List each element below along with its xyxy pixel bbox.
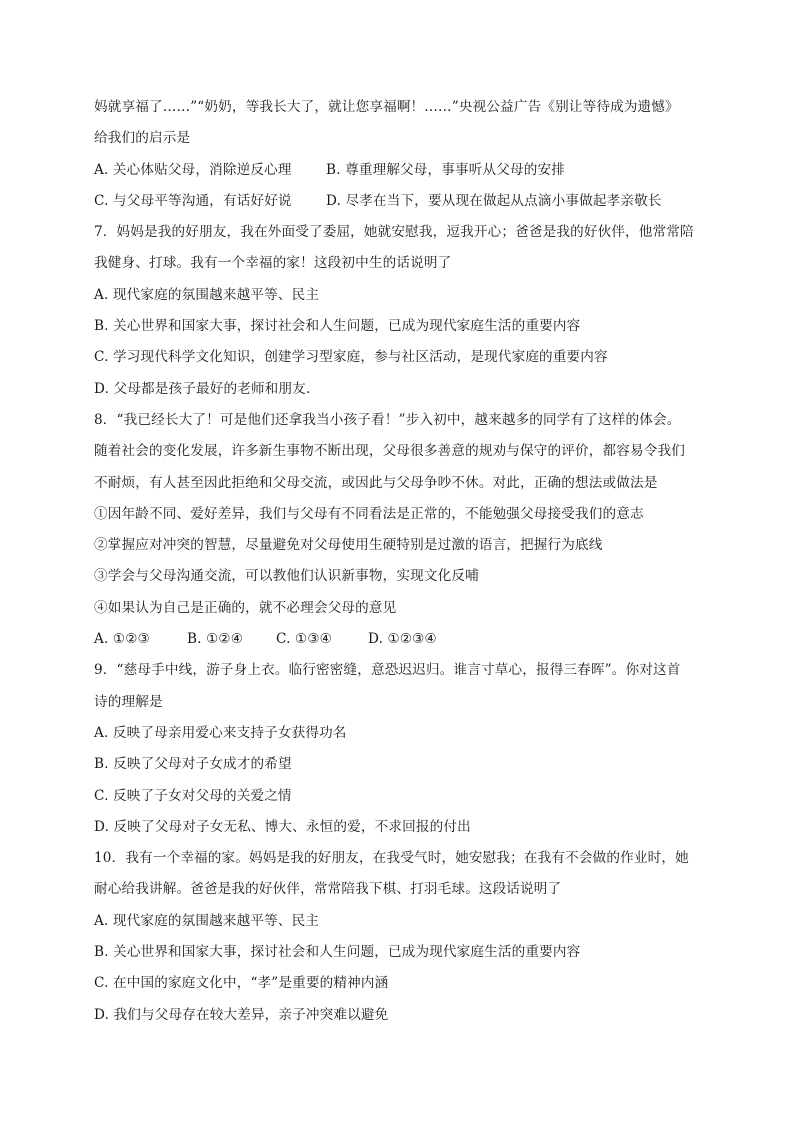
q6-option-c: C. 与父母平等沟通，有话好好说 xyxy=(94,192,292,209)
q8-statement-1: ①因年龄不同、爱好差异，我们与父母有不同看法是正常的，不能勉强父母接受我们的意志 xyxy=(94,505,644,522)
q10-option-b: B. 关心世界和国家大事，探讨社会和人生问题，已成为现代家庭生活的重要内容 xyxy=(94,944,581,961)
q8-statement-3: ③学会与父母沟通交流，可以教他们认识新事物，实现文化反哺 xyxy=(94,568,479,585)
document-page xyxy=(94,92,716,1031)
q8-stem-line-2: 随着社会的变化发展，许多新生事物不断出现，父母很多善意的规劝与保守的评价，都容易令我们 xyxy=(94,443,685,460)
q8-statement-2: ②掌握应对冲突的智慧，尽量避免对父母使用生硬特别是过激的语言，把握行为底线 xyxy=(94,537,603,554)
q8-option-d: D. ①②③④ xyxy=(368,631,437,648)
q7-option-a: A. 现代家庭的氛围越来越平等、民主 xyxy=(94,286,320,303)
q8-stem-line-3: 不耐烦，有人甚至因此拒绝和父母交流，或因此与父母争吵不休。对此，正确的想法或做法是 xyxy=(94,474,658,491)
q6-option-a: A. 关心体贴父母，消除逆反心理 xyxy=(94,161,292,178)
q9-option-a: A. 反映了母亲用爱心来支持子女获得功名 xyxy=(94,724,347,741)
q8-option-a: A. ①②③ xyxy=(94,631,150,648)
q10-option-c: C. 在中国的家庭文化中，“孝”是重要的精神内涵 xyxy=(94,975,389,992)
q8-stem-line-1: 8．“我已经长大了！可是他们还拿我当小孩子看！”步入初中，越来越多的同学有了这样的体会。 xyxy=(94,411,681,428)
q6-stem-line-2: 给我们的启示是 xyxy=(94,130,191,147)
q8-statement-4: ④如果认为自己是正确的，就不必理会父母的意见 xyxy=(94,599,397,616)
q8-options-row xyxy=(94,624,716,655)
q6-stem-line-1: 妈就享福了……”“奶奶，等我长大了，就让您享福啊！……”央视公益广告《别让等待成为遗憾》 xyxy=(94,99,679,115)
q10-option-d: D. 我们与父母存在较大差异，亲子冲突难以避免 xyxy=(94,1006,389,1023)
q10-stem-line-1: 10．我有一个幸福的家。妈妈是我的好朋友，在我受气时，她安慰我；在我有不会做的作业时，她 xyxy=(94,850,689,867)
q9-option-c: C. 反映了子女对父母的关爱之情 xyxy=(94,787,292,804)
q10-stem-line-2: 耐心给我讲解。爸爸是我的好伙伴，常常陪我下棋、打羽毛球。这段话说明了 xyxy=(94,881,562,898)
q7-option-c: C. 学习现代科学文化知识，创建学习型家庭，参与社区活动，是现代家庭的重要内容 xyxy=(94,349,608,366)
q9-stem-line-2: 诗的理解是 xyxy=(94,693,163,710)
q7-option-d: D. 父母都是孩子最好的老师和朋友. xyxy=(94,380,311,397)
q6-options-row-1 xyxy=(94,155,716,186)
q9-stem-line-1: 9．“慈母手中线，游子身上衣。临行密密缝，意恐迟迟归。谁言寸草心，报得三春晖”。你对这首 xyxy=(94,662,681,679)
q9-option-d: D. 反映了父母对子女无私、博大、永恒的爱，不求回报的付出 xyxy=(94,818,471,835)
q8-option-b: B. ①②④ xyxy=(187,631,244,648)
q6-options-row-2 xyxy=(94,186,716,217)
q6-option-d: D. 尽孝在当下，要从现在做起从点滴小事做起孝亲敬长 xyxy=(326,192,662,209)
q10-option-a: A. 现代家庭的氛围越来越平等、民主 xyxy=(94,912,320,929)
q6-option-b: B. 尊重理解父母，事事听从父母的安排 xyxy=(326,161,565,178)
q7-stem-line-2: 我健身、打球。我有一个幸福的家！这段初中生的话说明了 xyxy=(94,255,452,272)
q7-option-b: B. 关心世界和国家大事，探讨社会和人生问题，已成为现代家庭生活的重要内容 xyxy=(94,318,581,335)
q7-stem-line-1: 7．妈妈是我的好朋友，我在外面受了委屈，她就安慰我，逗我开心；爸爸是我的好伙伴，他常常陪 xyxy=(94,224,694,241)
q8-option-c: C. ①③④ xyxy=(276,631,333,648)
q9-option-b: B. 反映了父母对子女成才的希望 xyxy=(94,756,292,773)
